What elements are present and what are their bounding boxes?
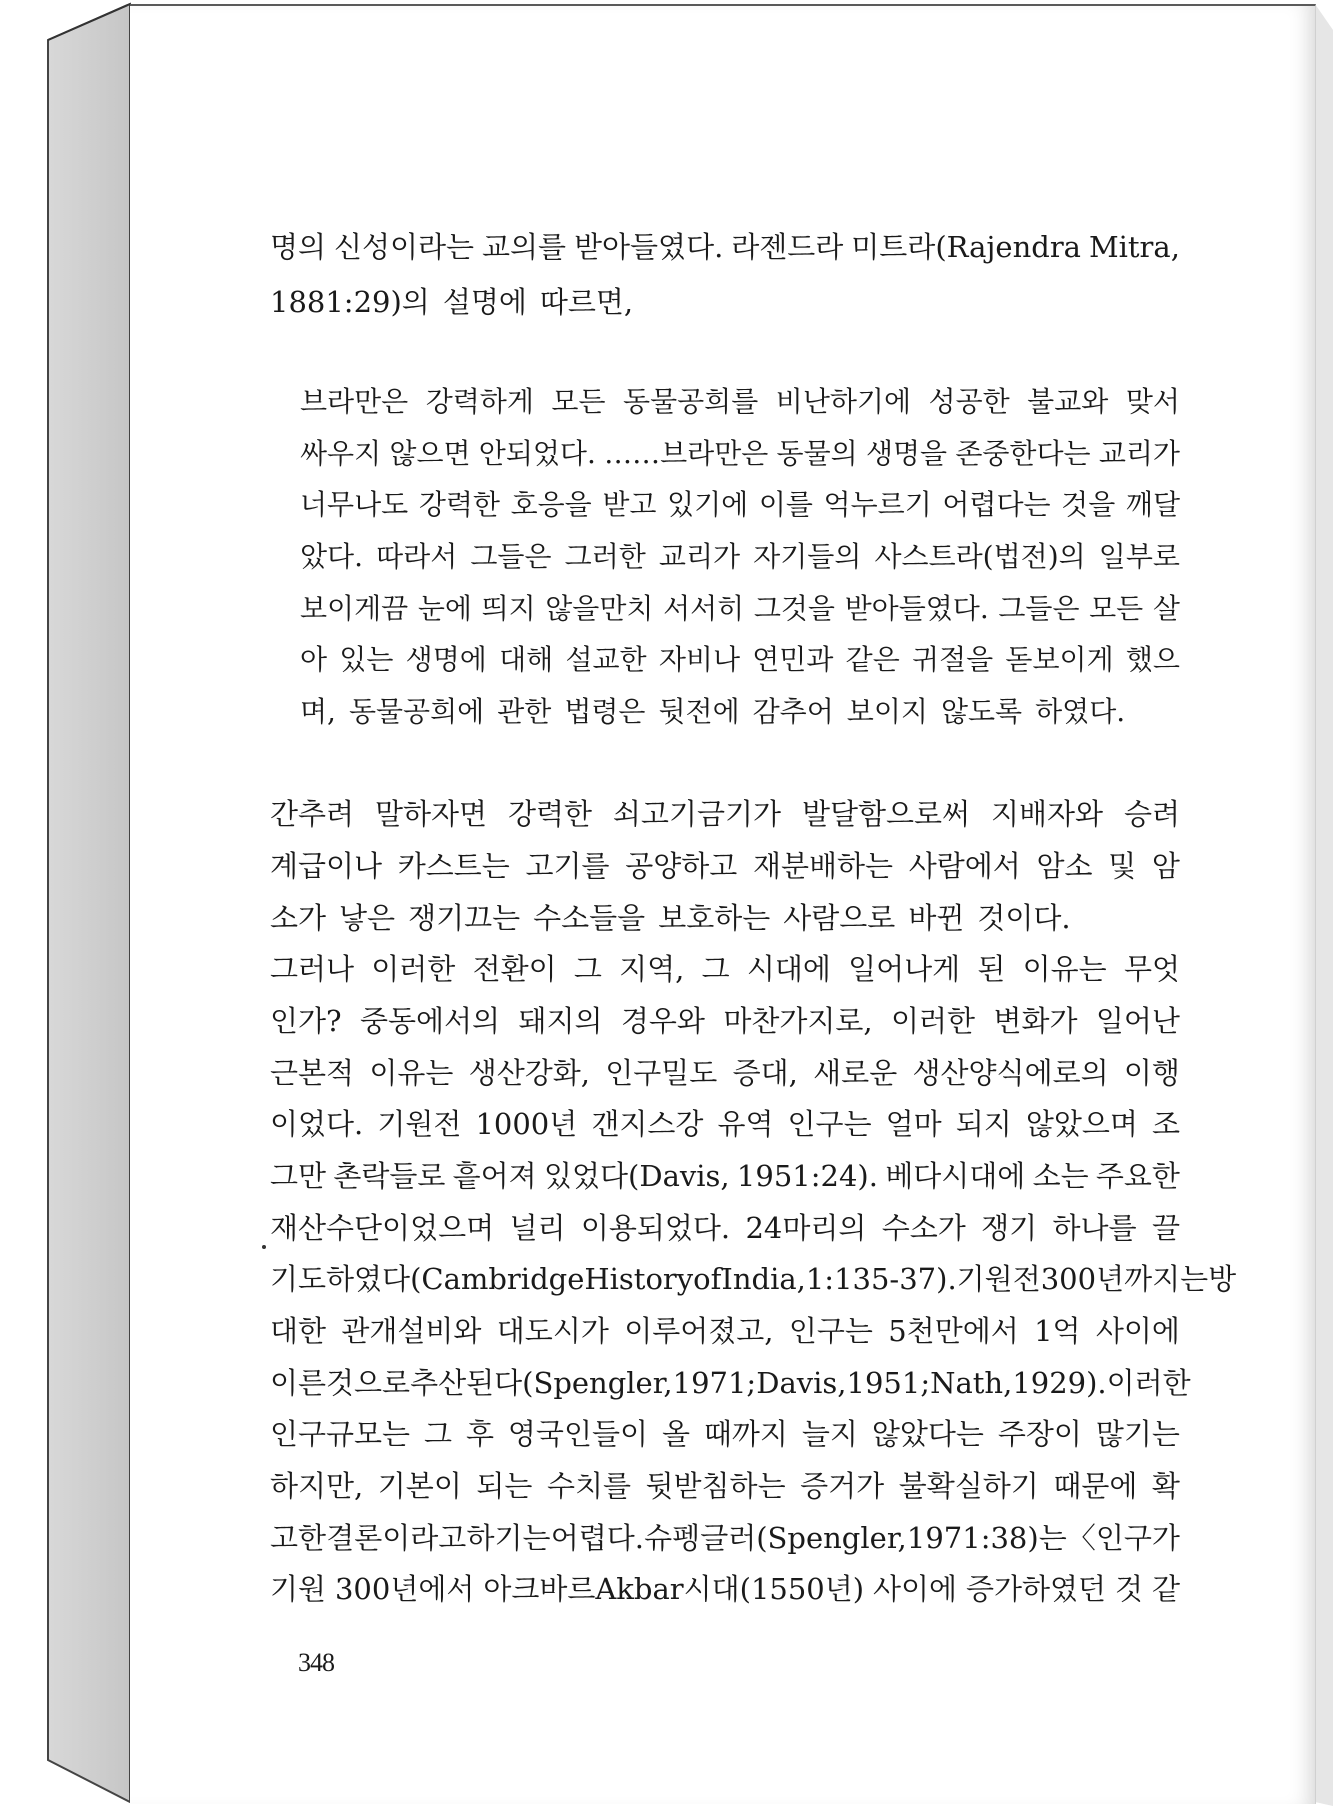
word: 슈펭글러(Spengler,: [644, 1521, 907, 1555]
word: 1000년: [475, 1107, 578, 1141]
word: 이행: [1123, 1056, 1180, 1090]
word: 300년까지는: [1040, 1262, 1209, 1296]
word: 사이에: [1095, 1314, 1180, 1348]
word: 수소가: [881, 1211, 966, 1245]
word: 널리: [509, 1211, 566, 1245]
word: 카스트는: [397, 849, 510, 883]
word: 사스트라(법전)의: [874, 540, 1086, 573]
word: 1971:38)는: [906, 1521, 1067, 1555]
word: 이를: [758, 488, 813, 521]
word: 변화가: [993, 1004, 1078, 1038]
word: 얼마: [885, 1107, 942, 1141]
word: 강력한: [507, 797, 592, 831]
word: 깨달: [1125, 488, 1180, 521]
word: 쇠고기금기가: [612, 797, 782, 831]
word: 암소: [1036, 849, 1093, 883]
word: 같은: [845, 643, 900, 676]
word: 같: [1151, 1572, 1180, 1606]
word: 했으: [1125, 643, 1180, 676]
quote-line: [300, 584, 1180, 634]
word: 중동에서의: [359, 1004, 501, 1038]
word: of: [693, 1262, 722, 1296]
word: 전환이: [472, 952, 557, 986]
text-line: [270, 841, 1180, 891]
word: India,: [721, 1262, 806, 1296]
word: 생산양식에로의: [912, 1056, 1109, 1090]
word: 대한: [270, 1314, 327, 1348]
word: 끌: [1151, 1211, 1180, 1245]
word: 귀절을: [912, 643, 994, 676]
word: 브라만은: [300, 385, 409, 418]
page-number: 348: [298, 1648, 334, 1677]
word: 그들은: [470, 540, 552, 573]
word: 된: [977, 952, 1006, 986]
word: 수소들을: [533, 901, 646, 935]
text-line: [270, 1048, 1180, 1098]
word: 쟁기: [981, 1211, 1038, 1245]
text-line: [270, 996, 1180, 1046]
word: 그들은: [998, 592, 1080, 625]
word: Davis,: [756, 1366, 847, 1400]
word: 눈에: [417, 592, 472, 625]
word: 일어난: [1095, 1004, 1180, 1038]
word: 일부로: [1098, 540, 1180, 573]
word: 대해: [499, 643, 554, 676]
word: 재산수단이었으며: [270, 1211, 495, 1245]
word: 많기는: [1095, 1417, 1180, 1451]
word: 존중한다는: [955, 437, 1091, 470]
word: 불교와: [1027, 385, 1109, 418]
word: 사이에: [873, 1572, 958, 1606]
word: 생명을: [865, 437, 948, 470]
word: 흩어져: [452, 1159, 537, 1193]
word: 그만: [270, 1159, 327, 1193]
text-line: [270, 1513, 1180, 1563]
word: 지배자와: [990, 797, 1104, 831]
word: 모든: [1089, 592, 1144, 625]
word: 설명에: [442, 285, 527, 319]
text-line: [270, 1203, 1180, 1253]
word: 띄지: [481, 592, 536, 625]
word: 계급이나: [270, 849, 383, 883]
word: 어렵다.: [550, 1521, 644, 1555]
stray-mark: [262, 1245, 266, 1249]
word: 및: [1108, 849, 1137, 883]
word: 되는: [476, 1469, 533, 1503]
word: 고한: [270, 1521, 327, 1555]
word: 1951:24).: [736, 1159, 878, 1193]
word: 신성이라는: [333, 230, 475, 264]
word: 조: [1151, 1107, 1180, 1141]
word: 너무나도: [300, 488, 409, 521]
word: 미트라(Rajendra: [851, 230, 1081, 264]
word: 따라서: [376, 540, 458, 573]
word: 생명에: [405, 643, 487, 676]
text-line: [270, 944, 1180, 994]
word: 보이지: [846, 695, 928, 728]
word: 올: [661, 1417, 690, 1451]
word: 베다시대에: [885, 1159, 1026, 1193]
word: 그: [573, 952, 602, 986]
word: 새로운: [813, 1056, 898, 1090]
word: 영국인들이: [507, 1417, 648, 1451]
word: 받고: [602, 488, 657, 521]
word: 말하자면: [374, 797, 488, 831]
word: 동물의: [776, 437, 858, 470]
word: 있는: [339, 643, 394, 676]
word: 인구밀도: [605, 1056, 718, 1090]
word: 보이게끔: [300, 592, 409, 625]
text-line: [270, 1306, 1180, 1356]
word: 이용되었다.: [580, 1211, 731, 1245]
word: 싸우지: [300, 437, 382, 470]
word: 하지만,: [270, 1469, 364, 1503]
word: 쟁기끄는: [408, 901, 521, 935]
word: 살: [1152, 592, 1180, 625]
word: 이었다.: [270, 1107, 364, 1141]
word: 교의를: [482, 230, 567, 264]
text-line: [270, 1151, 1180, 1201]
word: 억누르기: [823, 488, 932, 521]
word: 호응을: [510, 488, 592, 521]
word: 있었다(Davis,: [543, 1159, 730, 1193]
word: 근본적: [270, 1056, 355, 1090]
word: 때문에: [1053, 1469, 1138, 1503]
word: 것으로: [326, 1366, 411, 1400]
word: 않을만치: [545, 592, 654, 625]
word: 관개설비와: [341, 1314, 482, 1348]
word: 대도시가: [496, 1314, 609, 1348]
word: 300년에서: [334, 1572, 475, 1606]
text-line: [270, 893, 1180, 943]
word: 갠지스강: [591, 1107, 704, 1141]
word: 기원: [270, 1572, 327, 1606]
word: 〈인구가: [1066, 1521, 1180, 1555]
word: 경우와: [620, 1004, 705, 1038]
word: 것을: [1061, 488, 1116, 521]
word: 승려: [1123, 797, 1180, 831]
word: 하였다.: [1035, 695, 1126, 728]
word: 강력하게: [425, 385, 534, 418]
word: 하기는: [466, 1521, 551, 1555]
word: 이러한: [891, 1004, 976, 1038]
text-line: [270, 1409, 1180, 1459]
word: 그: [424, 1417, 453, 1451]
word: 돋보이게: [1005, 643, 1114, 676]
text-line: [270, 1254, 1237, 1304]
word: 비난하기에: [775, 385, 912, 418]
word: 증대,: [732, 1056, 798, 1090]
word: 그: [701, 952, 730, 986]
word: 이러한: [1106, 1366, 1191, 1400]
word: 수치를: [546, 1469, 631, 1503]
word: 뒷전에: [658, 695, 740, 728]
word: 5천만에서: [888, 1314, 1019, 1348]
word: 성공한: [928, 385, 1010, 418]
word: 시대에: [746, 952, 831, 986]
word: 확: [1151, 1469, 1180, 1503]
word: 소는: [1032, 1159, 1089, 1193]
word: 결론이라고: [326, 1521, 467, 1555]
word: 인구는: [788, 1314, 873, 1348]
quote-line: [300, 377, 1180, 427]
word: 연민과: [752, 643, 834, 676]
word: 것: [1115, 1572, 1144, 1606]
text-line: [270, 277, 1180, 327]
word: 유역: [717, 1107, 774, 1141]
word: 않으면: [389, 437, 471, 470]
word: 하나를: [1052, 1211, 1137, 1245]
word: 이유는: [369, 1056, 454, 1090]
quote-line: [300, 480, 1180, 530]
word: 늘지: [801, 1417, 858, 1451]
word: 서서히: [663, 592, 745, 625]
word: 아크바르Akbar시대(1550년): [483, 1572, 865, 1606]
word: 낳은: [339, 901, 396, 935]
word: History: [584, 1262, 694, 1296]
word: 어렵다는: [942, 488, 1051, 521]
word: 자비나: [658, 643, 740, 676]
word: 소가: [270, 901, 327, 935]
word: 주장이: [997, 1417, 1082, 1451]
word: 주요한: [1095, 1159, 1180, 1193]
word: 이유는: [1022, 952, 1107, 986]
word: Mitra,: [1088, 230, 1180, 264]
word: 그것을: [753, 592, 835, 625]
text-line: [270, 1358, 1191, 1408]
word: 모든: [551, 385, 606, 418]
text-line: [270, 1564, 1180, 1614]
word: 1951;: [846, 1366, 931, 1400]
word: 암: [1151, 849, 1180, 883]
word: 사람으로: [783, 901, 896, 935]
word: ……브라만은: [604, 437, 769, 470]
word: 안되었다.: [478, 437, 596, 470]
word: 1971;: [672, 1366, 757, 1400]
word: 추산된다(Spengler,: [410, 1366, 673, 1400]
word: 24마리의: [745, 1211, 867, 1245]
word: 따르면,: [539, 285, 634, 319]
word: 보호하는: [658, 901, 771, 935]
word: 자기들의: [753, 540, 862, 573]
word: 않았다는: [871, 1417, 984, 1451]
word: 이루어졌고,: [624, 1314, 774, 1348]
word: 교리가: [1098, 437, 1180, 470]
word: 후: [465, 1417, 494, 1451]
word: 발달함으로써: [801, 797, 971, 831]
word: 라젠드라: [731, 230, 844, 264]
word: 불확실하기: [898, 1469, 1039, 1503]
word: 그러나: [270, 952, 355, 986]
word: 바뀐: [908, 901, 965, 935]
quote-line: [300, 635, 1180, 685]
word: 받아들였다.: [574, 230, 724, 264]
word: 며,: [300, 695, 336, 728]
word: 기원전: [377, 1107, 462, 1141]
word: 있기에: [667, 488, 749, 521]
word: 방: [1208, 1262, 1237, 1296]
word: 않도록: [940, 695, 1023, 728]
word: 재분배하는: [752, 849, 894, 883]
word: Nath,: [930, 1366, 1013, 1400]
word: 때까지: [703, 1417, 788, 1451]
word: 인구규모는: [270, 1417, 411, 1451]
word: 무엇: [1123, 952, 1180, 986]
word: 돼지의: [518, 1004, 603, 1038]
word: 강력한: [418, 488, 500, 521]
word: 촌락들로: [333, 1159, 446, 1193]
text-line: [270, 1099, 1180, 1149]
word: 사람에서: [908, 849, 1021, 883]
word: 아: [300, 643, 328, 676]
word: 이러한: [371, 952, 456, 986]
word: 설교한: [565, 643, 647, 676]
word: 1억: [1034, 1314, 1081, 1348]
word: 증가하였던: [966, 1572, 1107, 1606]
word: 맞서: [1125, 385, 1180, 418]
word: 동물공희에: [348, 695, 485, 728]
word: 기본이: [377, 1469, 462, 1503]
text-line: [270, 789, 1180, 839]
quote-line: [300, 429, 1180, 479]
word: 관한: [497, 695, 552, 728]
word: 았다.: [300, 540, 363, 573]
text-line: [270, 1461, 1180, 1511]
word: 기도: [270, 1262, 327, 1296]
word: 지역,: [619, 952, 685, 986]
word: 마찬가지로,: [723, 1004, 873, 1038]
word: 법령은: [564, 695, 646, 728]
word: 것이다.: [977, 901, 1071, 935]
word: 감추어: [752, 695, 834, 728]
word: 뒷받침하는: [645, 1469, 786, 1503]
word: 일어나게: [848, 952, 961, 986]
word: 그러한: [564, 540, 646, 573]
word: 생산강화,: [468, 1056, 590, 1090]
word: 동물공희를: [623, 385, 759, 418]
word: 인가?: [270, 1004, 342, 1038]
word: 이른: [270, 1366, 327, 1400]
word: 공양하고: [625, 849, 738, 883]
word: 1881:29)의: [270, 285, 430, 319]
word: 되지: [955, 1107, 1012, 1141]
word: 1929).: [1012, 1366, 1107, 1400]
text-line: [270, 222, 1180, 272]
quote-line: [300, 687, 1180, 737]
word: 하였다(Cambridge: [326, 1262, 585, 1296]
word: 간추려: [270, 797, 355, 831]
word: 증거가: [800, 1469, 885, 1503]
word: 1:135-37).: [805, 1262, 957, 1296]
word: 받아들였다.: [844, 592, 989, 625]
word: 않았으며: [1025, 1107, 1138, 1141]
word: 교리가: [658, 540, 741, 573]
word: 명의: [270, 230, 327, 264]
quote-line: [300, 532, 1180, 582]
word: 고기를: [525, 849, 610, 883]
word: 인구는: [787, 1107, 872, 1141]
word: 기원전: [956, 1262, 1041, 1296]
